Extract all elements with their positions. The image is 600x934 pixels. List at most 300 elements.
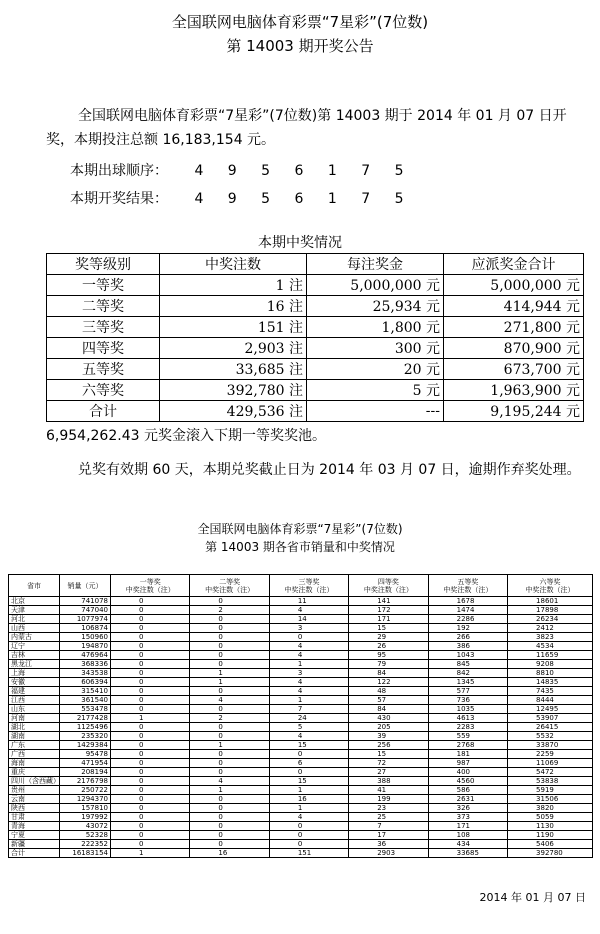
level-3-count: 0 [269, 831, 348, 840]
level-5-count: 1345 [428, 678, 507, 687]
level-3-count: 15 [269, 777, 348, 786]
announcement-title: 全国联网电脑体育彩票“7星彩”(7位数) [171, 13, 429, 31]
province-table-header [9, 575, 593, 597]
level-4-count: 48 [349, 687, 428, 696]
province-name: 甘肃 [9, 813, 60, 822]
level-4-count: 72 [349, 759, 428, 768]
level-3-count: 4 [269, 651, 348, 660]
level-1-count: 0 [111, 786, 190, 795]
level-6-count: 33870 [508, 741, 593, 750]
level-3-count: 3 [269, 669, 348, 678]
level-3-count: 0 [269, 840, 348, 849]
level-1-count: 0 [111, 642, 190, 651]
level-1-count: 0 [111, 822, 190, 831]
level-2-count: 0 [190, 813, 269, 822]
level-2-count: 0 [190, 642, 269, 651]
level-4-count: 388 [349, 777, 428, 786]
level-2-count: 0 [190, 687, 269, 696]
prize-per-bet: 1,800 元 [307, 317, 444, 338]
province-row [9, 750, 593, 759]
level-6-count: 1190 [508, 831, 593, 840]
level-3-count: 5 [269, 723, 348, 732]
level-5-count: 33685 [428, 849, 507, 858]
ball-order-digits: 4 9 5 6 1 7 5 [194, 163, 414, 179]
province-sales: 208194 [60, 768, 111, 777]
level-6-count: 5406 [508, 840, 593, 849]
level-4-count: 26 [349, 642, 428, 651]
level-5-count: 1035 [428, 705, 507, 714]
province-row [9, 795, 593, 804]
level-6-count: 3820 [508, 804, 593, 813]
level-3-count: 1 [269, 660, 348, 669]
level-5-count: 192 [428, 624, 507, 633]
level-2-count: 0 [190, 804, 269, 813]
level-2-count: 0 [190, 633, 269, 642]
prize-row [47, 338, 584, 359]
level-1-count: 0 [111, 633, 190, 642]
province-sales: 52328 [60, 831, 111, 840]
province-sales: 1429384 [60, 741, 111, 750]
level-4-count: 95 [349, 651, 428, 660]
level-6-count: 5532 [508, 732, 593, 741]
province-name: 新疆 [9, 840, 60, 849]
province-sales: 1077974 [60, 615, 111, 624]
prize-row [47, 296, 584, 317]
prize-total: 870,900 元 [444, 338, 584, 359]
level-6-count: 5059 [508, 813, 593, 822]
level-1-count: 0 [111, 651, 190, 660]
province-row [9, 723, 593, 732]
level-5-count: 108 [428, 831, 507, 840]
level-2-count: 0 [190, 597, 269, 606]
province-sales: 476964 [60, 651, 111, 660]
province-sales: 250722 [60, 786, 111, 795]
level-6-count: 26415 [508, 723, 593, 732]
level-4-count: 122 [349, 678, 428, 687]
province-row [9, 624, 593, 633]
province-name: 四川（含西藏） [9, 777, 60, 786]
prize-level: 二等奖 [47, 296, 160, 317]
level-5-count: 326 [428, 804, 507, 813]
level-1-count: 0 [111, 669, 190, 678]
level-2-count: 1 [190, 678, 269, 687]
level-2-count: 2 [190, 606, 269, 615]
prize-total: 271,800 元 [444, 317, 584, 338]
level-4-count: 84 [349, 669, 428, 678]
level-5-count: 2768 [428, 741, 507, 750]
level-5-count: 1043 [428, 651, 507, 660]
prize-winners: 2,903 注 [160, 338, 307, 359]
validity-note: 兑奖有效期 60 天，本期兑奖截止日为 2014 年 03 月 07 日，逾期作弃奖处理。 [78, 462, 581, 478]
prize-per-bet: 5,000,000 元 [307, 275, 444, 296]
header-level: 奖等级别 [47, 254, 160, 275]
level-1-count: 0 [111, 678, 190, 687]
prize-per-bet: 25,934 元 [307, 296, 444, 317]
level-1-count: 0 [111, 741, 190, 750]
intro-paragraph: 全国联网电脑体育彩票“7星彩”(7位数)第 14003 期于 2014 年 01 月 07 日开奖，本期投注总额 16,183,154 元。 [46, 108, 567, 148]
province-sales: 235320 [60, 732, 111, 741]
level-3-count: 4 [269, 678, 348, 687]
level-6-count: 53838 [508, 777, 593, 786]
level-5-count: 4613 [428, 714, 507, 723]
level-2-count: 0 [190, 732, 269, 741]
level-3-count: 15 [269, 741, 348, 750]
prize-row [47, 359, 584, 380]
province-name: 山东 [9, 705, 60, 714]
header-province: 省市 [9, 575, 60, 597]
level-6-count: 53907 [508, 714, 593, 723]
province-name: 天津 [9, 606, 60, 615]
level-3-count: 0 [269, 768, 348, 777]
province-name: 广西 [9, 750, 60, 759]
level-1-count: 1 [111, 714, 190, 723]
province-row [9, 732, 593, 741]
header-sales: 销量（元） [60, 575, 111, 597]
level-6-count: 5919 [508, 786, 593, 795]
prize-per-bet: 300 元 [307, 338, 444, 359]
level-1-count: 0 [111, 750, 190, 759]
level-5-count: 400 [428, 768, 507, 777]
level-6-count: 8444 [508, 696, 593, 705]
province-table-title: 全国联网电脑体育彩票“7星彩”(7位数) [197, 522, 403, 536]
province-row [9, 669, 593, 678]
level-2-count: 0 [190, 822, 269, 831]
province-sales: 343538 [60, 669, 111, 678]
province-sales: 157810 [60, 804, 111, 813]
level-5-count: 2286 [428, 615, 507, 624]
province-row [9, 615, 593, 624]
province-name: 江西 [9, 696, 60, 705]
province-row [9, 687, 593, 696]
level-5-count: 736 [428, 696, 507, 705]
level-1-count: 0 [111, 606, 190, 615]
level-3-count: 0 [269, 633, 348, 642]
prize-level: 五等奖 [47, 359, 160, 380]
level-6-count: 5472 [508, 768, 593, 777]
province-name: 黑龙江 [9, 660, 60, 669]
header-level-6: 六等奖 中奖注数（注） [508, 575, 593, 597]
level-6-count: 11069 [508, 759, 593, 768]
prize-winners: 392,780 注 [160, 380, 307, 401]
level-1-count: 0 [111, 660, 190, 669]
province-sales: 106874 [60, 624, 111, 633]
prize-winners: 16 注 [160, 296, 307, 317]
province-name: 北京 [9, 597, 60, 606]
province-sales: 150960 [60, 633, 111, 642]
level-3-count: 0 [269, 822, 348, 831]
level-5-count: 1474 [428, 606, 507, 615]
level-4-count: 57 [349, 696, 428, 705]
level-1-count: 0 [111, 597, 190, 606]
province-row [9, 741, 593, 750]
province-sales: 43072 [60, 822, 111, 831]
level-2-count: 0 [190, 840, 269, 849]
province-name: 贵州 [9, 786, 60, 795]
level-6-count: 4534 [508, 642, 593, 651]
prize-winners: 429,536 注 [160, 401, 307, 422]
level-4-count: 84 [349, 705, 428, 714]
level-2-count: 0 [190, 660, 269, 669]
level-2-count: 0 [190, 615, 269, 624]
level-2-count: 16 [190, 849, 269, 858]
province-row [9, 831, 593, 840]
level-4-count: 430 [349, 714, 428, 723]
level-6-count: 2412 [508, 624, 593, 633]
province-row [9, 813, 593, 822]
level-4-count: 205 [349, 723, 428, 732]
prize-table-header [47, 254, 584, 275]
level-4-count: 39 [349, 732, 428, 741]
level-6-count: 9208 [508, 660, 593, 669]
result-label: 本期开奖结果： [70, 191, 168, 207]
level-2-count: 0 [190, 768, 269, 777]
prize-level: 一等奖 [47, 275, 160, 296]
province-row [9, 651, 593, 660]
level-6-count: 392780 [508, 849, 593, 858]
level-1-count: 0 [111, 687, 190, 696]
level-4-count: 17 [349, 831, 428, 840]
level-6-count: 26234 [508, 615, 593, 624]
level-1-count: 0 [111, 795, 190, 804]
province-row [9, 849, 593, 858]
level-1-count: 0 [111, 759, 190, 768]
level-6-count: 7435 [508, 687, 593, 696]
prize-table [46, 253, 584, 422]
level-3-count: 1 [269, 786, 348, 795]
level-1-count: 0 [111, 705, 190, 714]
level-5-count: 577 [428, 687, 507, 696]
level-2-count: 0 [190, 795, 269, 804]
level-2-count: 0 [190, 831, 269, 840]
level-2-count: 0 [190, 723, 269, 732]
rollover-note: 6,954,262.43 元奖金滚入下期一等奖奖池。 [46, 428, 326, 444]
level-2-count: 4 [190, 696, 269, 705]
level-1-count: 1 [111, 849, 190, 858]
level-5-count: 2631 [428, 795, 507, 804]
province-sales: 2177428 [60, 714, 111, 723]
level-6-count: 1130 [508, 822, 593, 831]
province-name: 上海 [9, 669, 60, 678]
prize-row [47, 380, 584, 401]
header-level-2: 二等奖 中奖注数（注） [190, 575, 269, 597]
level-1-count: 0 [111, 696, 190, 705]
level-3-count: 4 [269, 813, 348, 822]
province-sales: 197992 [60, 813, 111, 822]
province-name: 山西 [9, 624, 60, 633]
footer-date: 2014 年 01 月 07 日 [479, 891, 586, 904]
prize-total: 414,944 元 [444, 296, 584, 317]
province-row [9, 660, 593, 669]
prize-per-bet: 20 元 [307, 359, 444, 380]
province-name: 福建 [9, 687, 60, 696]
level-4-count: 79 [349, 660, 428, 669]
level-3-count: 4 [269, 687, 348, 696]
header-total-prize: 应派奖金合计 [444, 254, 584, 275]
province-name: 内蒙古 [9, 633, 60, 642]
level-2-count: 0 [190, 759, 269, 768]
prize-row [47, 317, 584, 338]
level-1-count: 0 [111, 777, 190, 786]
province-sales: 222352 [60, 840, 111, 849]
level-1-count: 0 [111, 723, 190, 732]
province-row [9, 777, 593, 786]
level-6-count: 3823 [508, 633, 593, 642]
province-sales: 2176798 [60, 777, 111, 786]
level-5-count: 266 [428, 633, 507, 642]
province-name: 湖北 [9, 723, 60, 732]
level-2-count: 0 [190, 750, 269, 759]
level-6-count: 11659 [508, 651, 593, 660]
prize-winners: 33,685 注 [160, 359, 307, 380]
province-row [9, 696, 593, 705]
level-2-count: 0 [190, 651, 269, 660]
level-5-count: 987 [428, 759, 507, 768]
province-row [9, 705, 593, 714]
level-3-count: 3 [269, 624, 348, 633]
prize-table-caption: 本期中奖情况 [258, 235, 342, 251]
level-5-count: 373 [428, 813, 507, 822]
result-digits: 4 9 5 6 1 7 5 [194, 191, 414, 207]
prize-total: 9,195,244 元 [444, 401, 584, 422]
province-sales: 741078 [60, 597, 111, 606]
header-level-4: 四等奖 中奖注数（注） [349, 575, 428, 597]
prize-winners: 151 注 [160, 317, 307, 338]
province-table-subtitle: 第 14003 期各省市销量和中奖情况 [205, 540, 395, 554]
province-name: 湖南 [9, 732, 60, 741]
province-row [9, 606, 593, 615]
province-sales: 361540 [60, 696, 111, 705]
province-name: 海南 [9, 759, 60, 768]
level-5-count: 559 [428, 732, 507, 741]
province-name: 辽宁 [9, 642, 60, 651]
province-row [9, 759, 593, 768]
header-prize-per-bet: 每注奖金 [307, 254, 444, 275]
level-5-count: 2283 [428, 723, 507, 732]
level-3-count: 151 [269, 849, 348, 858]
level-4-count: 141 [349, 597, 428, 606]
province-name: 重庆 [9, 768, 60, 777]
level-4-count: 36 [349, 840, 428, 849]
province-row [9, 714, 593, 723]
level-1-count: 0 [111, 831, 190, 840]
prize-total: 673,700 元 [444, 359, 584, 380]
province-sales: 606394 [60, 678, 111, 687]
province-sales: 747040 [60, 606, 111, 615]
prize-per-bet: --- [307, 401, 444, 422]
level-4-count: 25 [349, 813, 428, 822]
province-row [9, 768, 593, 777]
level-4-count: 29 [349, 633, 428, 642]
level-5-count: 181 [428, 750, 507, 759]
level-3-count: 1 [269, 804, 348, 813]
level-3-count: 0 [269, 750, 348, 759]
level-3-count: 4 [269, 732, 348, 741]
level-3-count: 1 [269, 696, 348, 705]
level-4-count: 41 [349, 786, 428, 795]
level-2-count: 4 [190, 777, 269, 786]
level-5-count: 845 [428, 660, 507, 669]
province-sales: 16183154 [60, 849, 111, 858]
province-name: 广东 [9, 741, 60, 750]
province-row [9, 804, 593, 813]
level-1-count: 0 [111, 768, 190, 777]
prize-level: 六等奖 [47, 380, 160, 401]
header-level-5: 五等奖 中奖注数（注） [428, 575, 507, 597]
header-level-3: 三等奖 中奖注数（注） [269, 575, 348, 597]
level-5-count: 171 [428, 822, 507, 831]
ball-order-label: 本期出球顺序： [70, 163, 168, 179]
level-2-count: 2 [190, 714, 269, 723]
level-6-count: 8810 [508, 669, 593, 678]
level-2-count: 1 [190, 669, 269, 678]
province-name: 河北 [9, 615, 60, 624]
province-row [9, 678, 593, 687]
level-2-count: 1 [190, 741, 269, 750]
header-level-1: 一等奖 中奖注数（注） [111, 575, 190, 597]
level-3-count: 11 [269, 597, 348, 606]
level-6-count: 12495 [508, 705, 593, 714]
province-sales: 553478 [60, 705, 111, 714]
province-sales: 194870 [60, 642, 111, 651]
level-6-count: 14835 [508, 678, 593, 687]
header-winners: 中奖注数 [160, 254, 307, 275]
province-sales: 1294370 [60, 795, 111, 804]
level-3-count: 4 [269, 642, 348, 651]
province-name: 安徽 [9, 678, 60, 687]
level-5-count: 434 [428, 840, 507, 849]
prize-per-bet: 5 元 [307, 380, 444, 401]
level-4-count: 23 [349, 804, 428, 813]
province-name: 吉林 [9, 651, 60, 660]
province-name: 陕西 [9, 804, 60, 813]
level-3-count: 14 [269, 615, 348, 624]
level-5-count: 4560 [428, 777, 507, 786]
level-4-count: 171 [349, 615, 428, 624]
level-3-count: 6 [269, 759, 348, 768]
level-4-count: 172 [349, 606, 428, 615]
province-row [9, 633, 593, 642]
ball-order-line [70, 161, 414, 181]
level-4-count: 27 [349, 768, 428, 777]
level-6-count: 17898 [508, 606, 593, 615]
prize-total: 5,000,000 元 [444, 275, 584, 296]
level-3-count: 7 [269, 705, 348, 714]
level-4-count: 256 [349, 741, 428, 750]
province-sales: 95478 [60, 750, 111, 759]
level-1-count: 0 [111, 840, 190, 849]
level-1-count: 0 [111, 804, 190, 813]
province-sales: 368336 [60, 660, 111, 669]
prize-winners: 1 注 [160, 275, 307, 296]
level-6-count: 31506 [508, 795, 593, 804]
level-3-count: 4 [269, 606, 348, 615]
level-1-count: 0 [111, 615, 190, 624]
level-5-count: 842 [428, 669, 507, 678]
announcement-issue-title: 第 14003 期开奖公告 [226, 37, 374, 55]
result-line [70, 189, 414, 209]
province-sales: 1125496 [60, 723, 111, 732]
level-2-count: 1 [190, 786, 269, 795]
level-1-count: 0 [111, 732, 190, 741]
province-name: 青海 [9, 822, 60, 831]
level-3-count: 16 [269, 795, 348, 804]
level-4-count: 15 [349, 750, 428, 759]
level-4-count: 2903 [349, 849, 428, 858]
prize-total: 1,963,900 元 [444, 380, 584, 401]
level-2-count: 0 [190, 705, 269, 714]
level-4-count: 7 [349, 822, 428, 831]
level-6-count: 18601 [508, 597, 593, 606]
